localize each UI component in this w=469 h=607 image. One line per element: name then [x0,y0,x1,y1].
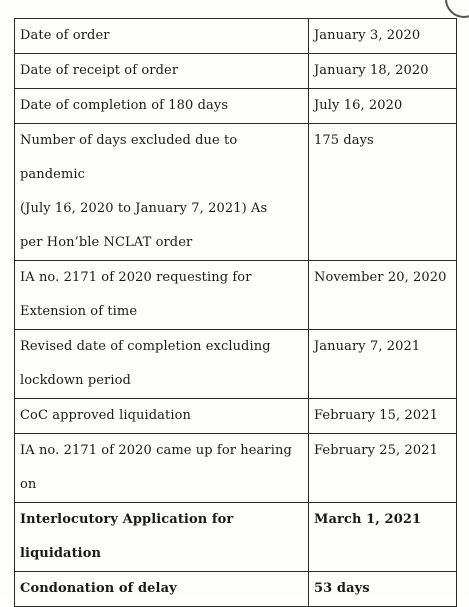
row-value: November 20, 2020 [309,261,457,330]
row-label: Date of completion of 180 days [15,89,309,124]
corner-stamp-fragment [445,0,469,18]
table-row [15,19,457,54]
table-row [15,503,457,572]
row-value: January 3, 2020 [309,19,457,54]
table-row [15,54,457,89]
row-value: January 18, 2020 [309,54,457,89]
table-row [15,399,457,434]
row-value: February 25, 2021 [309,434,457,503]
row-value: March 1, 2021 [309,503,457,572]
row-value: January 7, 2021 [309,330,457,399]
row-label: IA no. 2171 of 2020 requesting for Extension of time [15,261,309,330]
table-row [15,124,457,261]
row-label: Revised date of completion excluding lockdown period [15,330,309,399]
row-label: Interlocutory Application for liquidation [15,503,309,572]
table-row [15,89,457,124]
row-label: Condonation of delay [15,572,309,607]
table-row [15,572,457,607]
table-row [15,434,457,503]
row-label: IA no. 2171 of 2020 came up for hearing on [15,434,309,503]
row-value: February 15, 2021 [309,399,457,434]
row-label: Date of order [15,19,309,54]
table-row [15,261,457,330]
order-timeline-table [14,18,457,607]
row-value: July 16, 2020 [309,89,457,124]
row-label: CoC approved liquidation [15,399,309,434]
row-value: 175 days [309,124,457,261]
row-label: Number of days excluded due to pandemic (July 16, 2020 to January 7, 2021) As per Hon’ble NCLAT order [15,124,309,261]
row-label: Date of receipt of order [15,54,309,89]
table-row [15,330,457,399]
row-value: 53 days [309,572,457,607]
